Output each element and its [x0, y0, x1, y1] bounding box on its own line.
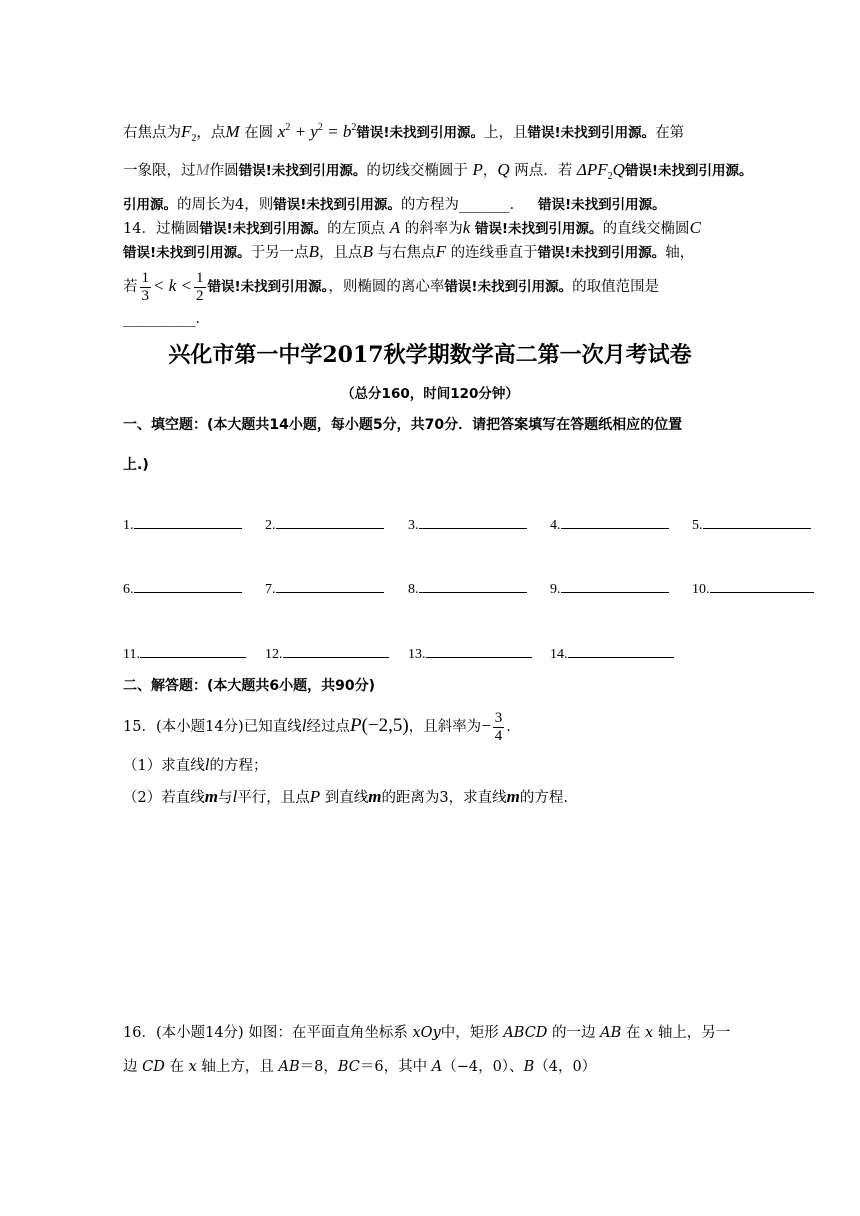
text: 轴，: [665, 245, 695, 261]
math-circle-eq: $x^2 + y^2 = b^2$: [277, 122, 357, 141]
text: 16．(本小题14分) 如图：在平面直角坐标系: [123, 1025, 408, 1041]
answer-blank-11[interactable]: 11.: [123, 643, 246, 663]
math-p: P: [309, 787, 321, 806]
math-m: m: [506, 787, 520, 806]
text: 右焦点为: [123, 125, 181, 141]
math-a: A: [389, 218, 401, 237]
text: 在: [625, 1025, 641, 1041]
math-x: x: [188, 1059, 197, 1075]
answer-blank-4[interactable]: 4.: [550, 514, 669, 534]
answer-blank-9[interactable]: 9.: [550, 578, 669, 598]
text: ．: [506, 719, 521, 735]
math-p: P: [472, 160, 483, 179]
text: ，且斜率为: [408, 719, 482, 735]
math-l: l: [232, 787, 238, 806]
answer-blank-3[interactable]: 3.: [408, 514, 527, 534]
text: 作圆: [209, 163, 239, 179]
text: 经过点: [306, 719, 350, 735]
text: 轴上，另一: [657, 1025, 731, 1041]
text: （−4，0）、: [442, 1059, 524, 1075]
q13-line3: [123, 194, 666, 216]
answer-blank-2[interactable]: 2.: [265, 514, 384, 534]
error-ref: 错误!未找到引用源。: [199, 221, 328, 237]
section2-heading: 二、解答题：(本大题共6小题，共90分): [123, 678, 376, 694]
text: 中，矩形: [440, 1025, 499, 1041]
text: 15．(本小题14分)已知直线: [123, 719, 302, 735]
text: 的直线交椭圆: [602, 221, 690, 237]
text: 在第: [655, 125, 685, 141]
error-ref: 错误!未找到引用源。: [238, 163, 367, 179]
math-xoy: xOy: [412, 1025, 441, 1041]
text: 的方程；: [209, 758, 268, 774]
math-bc: BC: [337, 1059, 360, 1075]
answer-blank-7[interactable]: 7.: [265, 578, 384, 598]
math-m: m: [204, 787, 218, 806]
answer-blank-8[interactable]: 8.: [408, 578, 527, 598]
exam-subtitle: （总分160，时间120分钟）: [341, 386, 519, 402]
math-ab: AB: [600, 1025, 622, 1041]
text: 的方程.: [519, 790, 569, 806]
text: ，且点: [319, 245, 363, 261]
q16-line2: [123, 1056, 596, 1078]
math-ab: AB: [278, 1059, 300, 1075]
text: 与: [217, 790, 233, 806]
math-f: F: [435, 242, 446, 261]
text: 在: [169, 1059, 184, 1075]
q15-part1: [123, 754, 267, 777]
math-triangle: $\Delta PF_2Q$: [576, 160, 625, 182]
math-b: B: [308, 242, 320, 261]
error-ref: 错误!未找到引用源。: [474, 221, 603, 237]
text: 的斜率为: [404, 221, 463, 237]
math-p: P: [349, 715, 362, 736]
q14-line2: [123, 241, 694, 264]
text: ，点: [196, 125, 226, 141]
math-m: m: [368, 787, 382, 806]
error-ref: 错误!未找到引用源。: [624, 163, 753, 179]
math-c: C: [689, 218, 701, 237]
text: 的周长为4，则: [177, 197, 274, 213]
text: 的左顶点: [327, 221, 386, 237]
math-f2: $F_2$: [181, 122, 197, 144]
answer-blank-13[interactable]: 13.: [408, 643, 532, 663]
section1-heading-cont: 上.): [123, 457, 149, 473]
math-l: l: [301, 716, 307, 735]
answer-blank-14[interactable]: 14.: [550, 643, 674, 663]
error-ref: 错误!未找到引用源。: [356, 125, 485, 141]
text: 的切线交椭圆于: [366, 163, 468, 179]
error-ref: 错误!未找到引用源。: [273, 197, 401, 213]
math-l: l: [204, 755, 210, 774]
q14-line1: [123, 217, 701, 240]
text: ＝8，: [299, 1059, 338, 1075]
text: 两点．若: [514, 163, 573, 179]
math-cd: CD: [142, 1059, 165, 1075]
math-b: B: [523, 1059, 535, 1075]
text: 平行，且点: [237, 790, 310, 806]
q13-line2: [123, 159, 753, 188]
math-a: A: [431, 1059, 443, 1075]
text: 若: [123, 279, 138, 295]
answer-blank-12[interactable]: 12.: [265, 643, 389, 663]
text: 的取值范围是: [572, 279, 660, 295]
text: 一象限，过: [123, 163, 196, 179]
text: 的一边: [552, 1025, 596, 1041]
exam-title: 兴化市第一中学2017秋学期数学高二第一次月考试卷: [168, 342, 692, 368]
error-ref: 错误!未找到引用源。: [444, 279, 573, 295]
text: 上，且: [484, 125, 528, 141]
math-inequality: < k <: [153, 276, 192, 295]
text: 的连线垂直于: [450, 245, 538, 261]
fraction-one-third: $\frac{1}{3}$: [141, 269, 149, 304]
q13-line1: [123, 117, 684, 150]
q14-line3: [123, 266, 659, 307]
text: （2）若直线: [123, 790, 205, 806]
text: 的方程为_______．: [400, 197, 525, 213]
math-q: Q: [497, 160, 510, 179]
fraction-three-quarters: $\frac{3}{4}$: [494, 709, 503, 744]
text: （4，0）: [534, 1059, 597, 1075]
answer-blank-6[interactable]: 6.: [123, 578, 242, 598]
text: 的距离为3，求直线: [381, 790, 507, 806]
math-x: x: [645, 1025, 654, 1041]
math-minus: −: [481, 716, 491, 735]
answer-blank-1[interactable]: 1.: [123, 514, 242, 534]
text: 与右焦点: [377, 245, 436, 261]
text: 14．过椭圆: [123, 221, 200, 237]
text: 轴上方，且: [201, 1059, 274, 1075]
error-ref: 错误!未找到引用源。: [123, 245, 251, 261]
text: 边: [123, 1059, 138, 1075]
text: 在圆: [244, 125, 274, 141]
text: ，则椭圆的离心率: [328, 279, 445, 295]
q14-line4: __________．: [123, 311, 210, 327]
q16-line1: [123, 1022, 730, 1044]
text: 到直线: [324, 790, 369, 806]
error-ref: 错误!未找到引用源。: [207, 279, 329, 295]
q15-part2: [123, 786, 568, 809]
math-abcd: ABCD: [503, 1025, 548, 1041]
math-m-image: M: [195, 160, 210, 179]
math-m: M: [225, 122, 240, 141]
fraction-one-half: $\frac{1}{2}$: [196, 269, 204, 304]
math-k: k: [462, 218, 471, 237]
answer-blank-5[interactable]: 5.: [692, 514, 811, 534]
error-ref-tail: 引用源。: [123, 197, 177, 213]
answer-blank-10[interactable]: 10.: [692, 578, 814, 598]
math-point: (−2,5): [361, 715, 409, 736]
error-ref: 错误!未找到引用源。: [537, 245, 666, 261]
text: ，: [482, 163, 498, 179]
error-ref: 错误!未找到引用源。: [537, 197, 666, 213]
error-ref: 错误!未找到引用源。: [527, 125, 656, 141]
section1-heading: 一、填空题：(本大题共14小题，每小题5分，共70分．请把答案填写在答题纸相应的位置: [123, 417, 683, 433]
text: ＝6，其中: [359, 1059, 428, 1075]
text: 于另一点: [250, 245, 309, 261]
q15-stem: [123, 706, 521, 747]
text: （1）求直线: [123, 758, 205, 774]
math-b: B: [362, 242, 373, 261]
